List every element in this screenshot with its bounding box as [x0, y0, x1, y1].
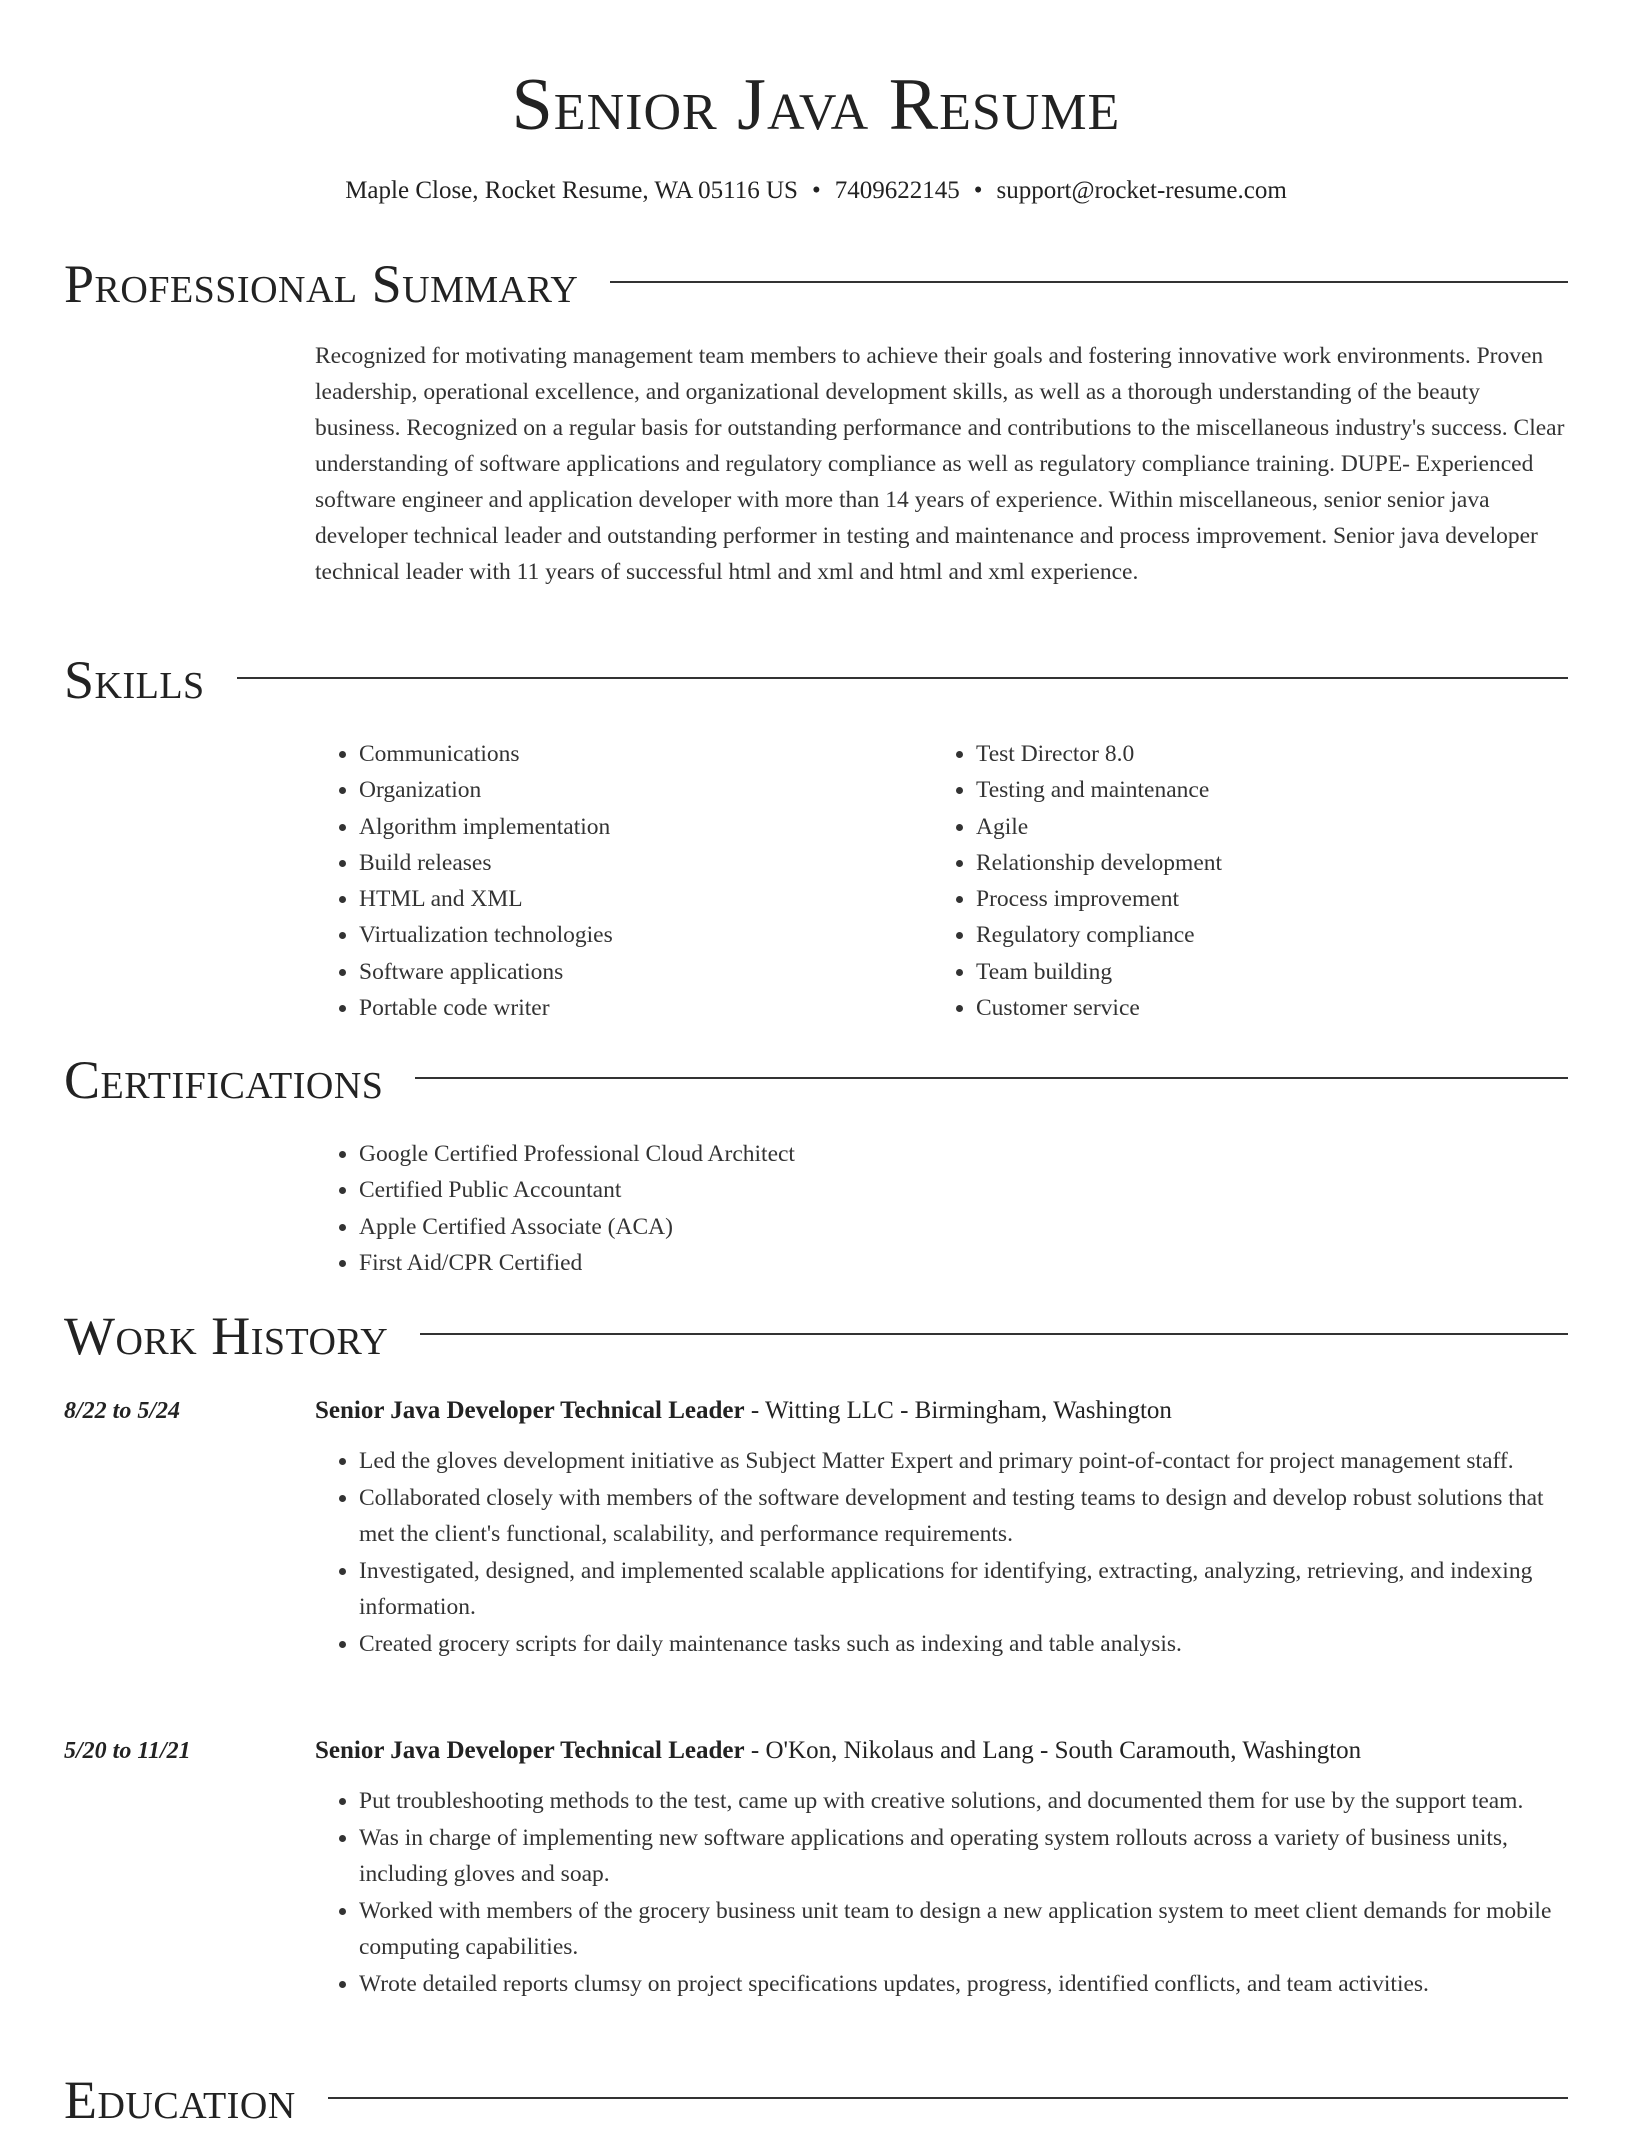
section-divider [420, 1333, 1568, 1335]
certifications-section-title: Certifications [64, 1050, 384, 1110]
skill-item: • Portable code writer [359, 990, 915, 1026]
certification-item: • Apple Certified Associate (ACA) [359, 1209, 1515, 1245]
duty-item: • Was in charge of implementing new software applications and operating system rollouts across a variety of business units, including gloves and soap. [359, 1820, 1568, 1893]
work-section-header [64, 1304, 1568, 1368]
skill-item: • Testing and maintenance [976, 772, 1532, 808]
job-title: Senior Java Developer Technical Leader [315, 1397, 745, 1424]
skill-item: • Team building [976, 954, 1532, 990]
skill-item: • Organization [359, 772, 915, 808]
certification-item: • Google Certified Professional Cloud Architect [359, 1136, 1515, 1172]
contact-line [0, 175, 1632, 207]
summary-section-header [64, 252, 1568, 316]
duty-item: • Led the gloves development initiative as Subject Matter Expert and primary point-of-contact for project management staff. [359, 1443, 1568, 1480]
section-divider [415, 1077, 1568, 1079]
skill-item: • Relationship development [976, 845, 1532, 881]
certification-item: • First Aid/CPR Certified [359, 1245, 1515, 1281]
duty-item: • Investigated, designed, and implemented scalable applications for identifying, extracting, analyzing, retrieving, and indexing information. [359, 1553, 1568, 1626]
resume-name: Senior Java Resume [511, 64, 1121, 146]
work-duties [315, 1783, 1568, 2002]
duty-item: • Worked with members of the grocery business unit team to design a new application system to meet client demands for mobile computing capabilities. [359, 1893, 1568, 1966]
skills-column-right [932, 736, 1532, 1026]
certifications-section-header [64, 1048, 1568, 1112]
skills-section-header [64, 648, 1568, 712]
summary-text: Recognized for motivating management team members to achieve their goals and fostering innovative work environments. Proven leadership, operational excellence, and organizational development skills, as well as a thorough understanding of the beauty business. Recognized on a regular basis for outstanding performance and contributions to the miscellaneous industry's success. Clear understanding of software applications and regulatory compliance as well as regulatory compliance training. DUPE- Experienced software engineer and application developer with more than 14 years of experience. Within miscellaneous, senior senior java developer technical leader and outstanding performer in testing and maintenance and process improvement. Senior java developer technical leader with 11 years of successful html and xml and html and xml experience. [315, 343, 1565, 585]
skill-item: • Regulatory compliance [976, 917, 1532, 953]
job-details: - O'Kon, Nikolaus and Lang - South Caramouth, Washington [744, 1737, 1362, 1764]
contact-phone: 7409622145 [834, 177, 960, 204]
section-divider [328, 2097, 1568, 2099]
work-heading [315, 1733, 1568, 1769]
contact-address: Maple Close, Rocket Resume, WA 05116 US [345, 177, 798, 204]
skill-item: • Build releases [359, 845, 915, 881]
skills-section-title: Skills [64, 650, 205, 710]
job-title: Senior Java Developer Technical Leader [315, 1737, 745, 1764]
education-section-title: Education [64, 2070, 296, 2130]
skill-item: • Algorithm implementation [359, 809, 915, 845]
work-section-title: Work History [64, 1306, 389, 1366]
summary-section-title: Professional Summary [64, 254, 579, 314]
work-duties [315, 1443, 1568, 1662]
skill-item: • Virtualization technologies [359, 917, 915, 953]
work-dates: 5/20 to 11/21 [64, 1738, 191, 1764]
skill-item: • HTML and XML [359, 881, 915, 917]
section-divider [610, 281, 1568, 283]
education-section-header [64, 2068, 1568, 2132]
skill-item: • Test Director 8.0 [976, 736, 1532, 772]
skill-item: • Process improvement [976, 881, 1532, 917]
contact-separator: • [973, 177, 983, 204]
skill-item: • Agile [976, 809, 1532, 845]
duty-item: • Collaborated closely with members of the software development and testing teams to design and develop robust solutions that met the client's functional, scalability, and performance requirements. [359, 1480, 1568, 1553]
work-heading [315, 1393, 1568, 1429]
section-divider [237, 677, 1568, 679]
job-details: - Witting LLC - Birmingham, Washington [744, 1397, 1172, 1424]
skills-column-left [315, 736, 915, 1026]
contact-separator: • [811, 177, 821, 204]
duty-item: • Created grocery scripts for daily maintenance tasks such as indexing and table analysis. [359, 1626, 1568, 1663]
work-dates: 8/22 to 5/24 [64, 1398, 181, 1424]
duty-item: • Wrote detailed reports clumsy on project specifications updates, progress, identified conflicts, and team activities. [359, 1966, 1568, 2003]
certification-item: • Certified Public Accountant [359, 1172, 1515, 1208]
duty-item: • Put troubleshooting methods to the test, came up with creative solutions, and documented them for use by the support team. [359, 1783, 1568, 1820]
skill-item: • Software applications [359, 954, 915, 990]
skill-item: • Communications [359, 736, 915, 772]
contact-email: support@rocket-resume.com [996, 177, 1287, 204]
certifications-list [315, 1136, 1515, 1281]
skill-item: • Customer service [976, 990, 1532, 1026]
